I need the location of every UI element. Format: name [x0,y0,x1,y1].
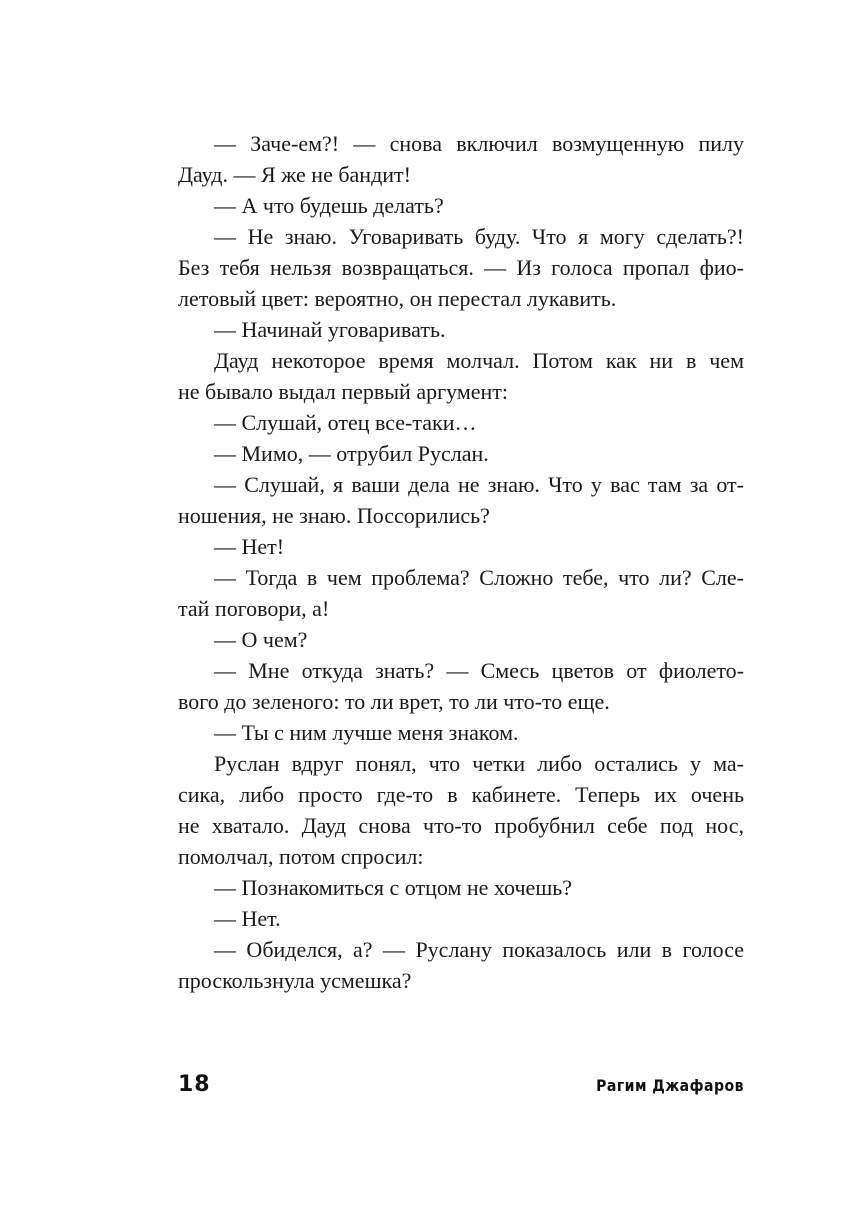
running-footer-author: Рагим Джафаров [596,1076,744,1095]
text-line: тай поговори, а! [178,596,330,621]
text-line: Без тебя нельзя возвращаться. — Из голоса пропал фио- [178,255,744,280]
text-line: — Нет. [214,906,281,931]
text-line: — Обиделся, а? — Руслану показалось или в голосе [214,937,744,962]
text-line: Дауд. — Я же не бандит! [178,162,411,187]
text-line: не хватало. Дауд снова что-то пробубнил себе под нос, [178,813,744,838]
text-line: вого до зеленого: то ли врет, то ли что-то еще. [178,689,610,714]
text-line: — Познакомиться с отцом не хочешь? [214,875,573,900]
text-line: сика, либо просто где-то в кабинете. Теперь их очень [178,782,744,807]
text-line: — Слушай, я ваши дела не знаю. Что у вас там за от- [214,472,744,497]
text-line: — Мимо, — отрубил Руслан. [214,441,489,466]
page-number: 18 [178,1072,211,1097]
text-line: Дауд некоторое время молчал. Потом как ни в чем [214,348,744,373]
text-line: ношения, не знаю. Поссорились? [178,503,490,528]
text-line: — Тогда в чем проблема? Сложно тебе, что ли? Сле- [214,565,744,590]
text-line: — Слушай, отец все-таки… [214,410,477,435]
page-footer [178,1072,744,1104]
text-line: не бывало выдал первый аргумент: [178,379,509,404]
text-line: — Нет! [214,534,285,559]
text-line: — Ты с ним лучше меня знаком. [214,720,519,745]
text-line: Руслан вдруг понял, что четки либо остались у ма- [214,751,744,776]
text-line: — Мне откуда знать? — Смесь цветов от фиолето- [214,658,744,683]
text-line: — Не знаю. Уговаривать буду. Что я могу сделать?! [214,224,744,249]
text-line: — Начинай уговаривать. [214,317,446,342]
text-line: — О чем? [214,627,308,652]
text-line: — А что будешь делать? [214,193,444,218]
text-line: — Заче-ем?! — снова включил возмущенную пилу [214,131,744,156]
text-line: летовый цвет: вероятно, он перестал лукавить. [178,286,617,311]
body-text [178,128,744,996]
text-line: проскользнула усмешка? [178,968,412,993]
text-line: помолчал, потом спросил: [178,844,424,869]
